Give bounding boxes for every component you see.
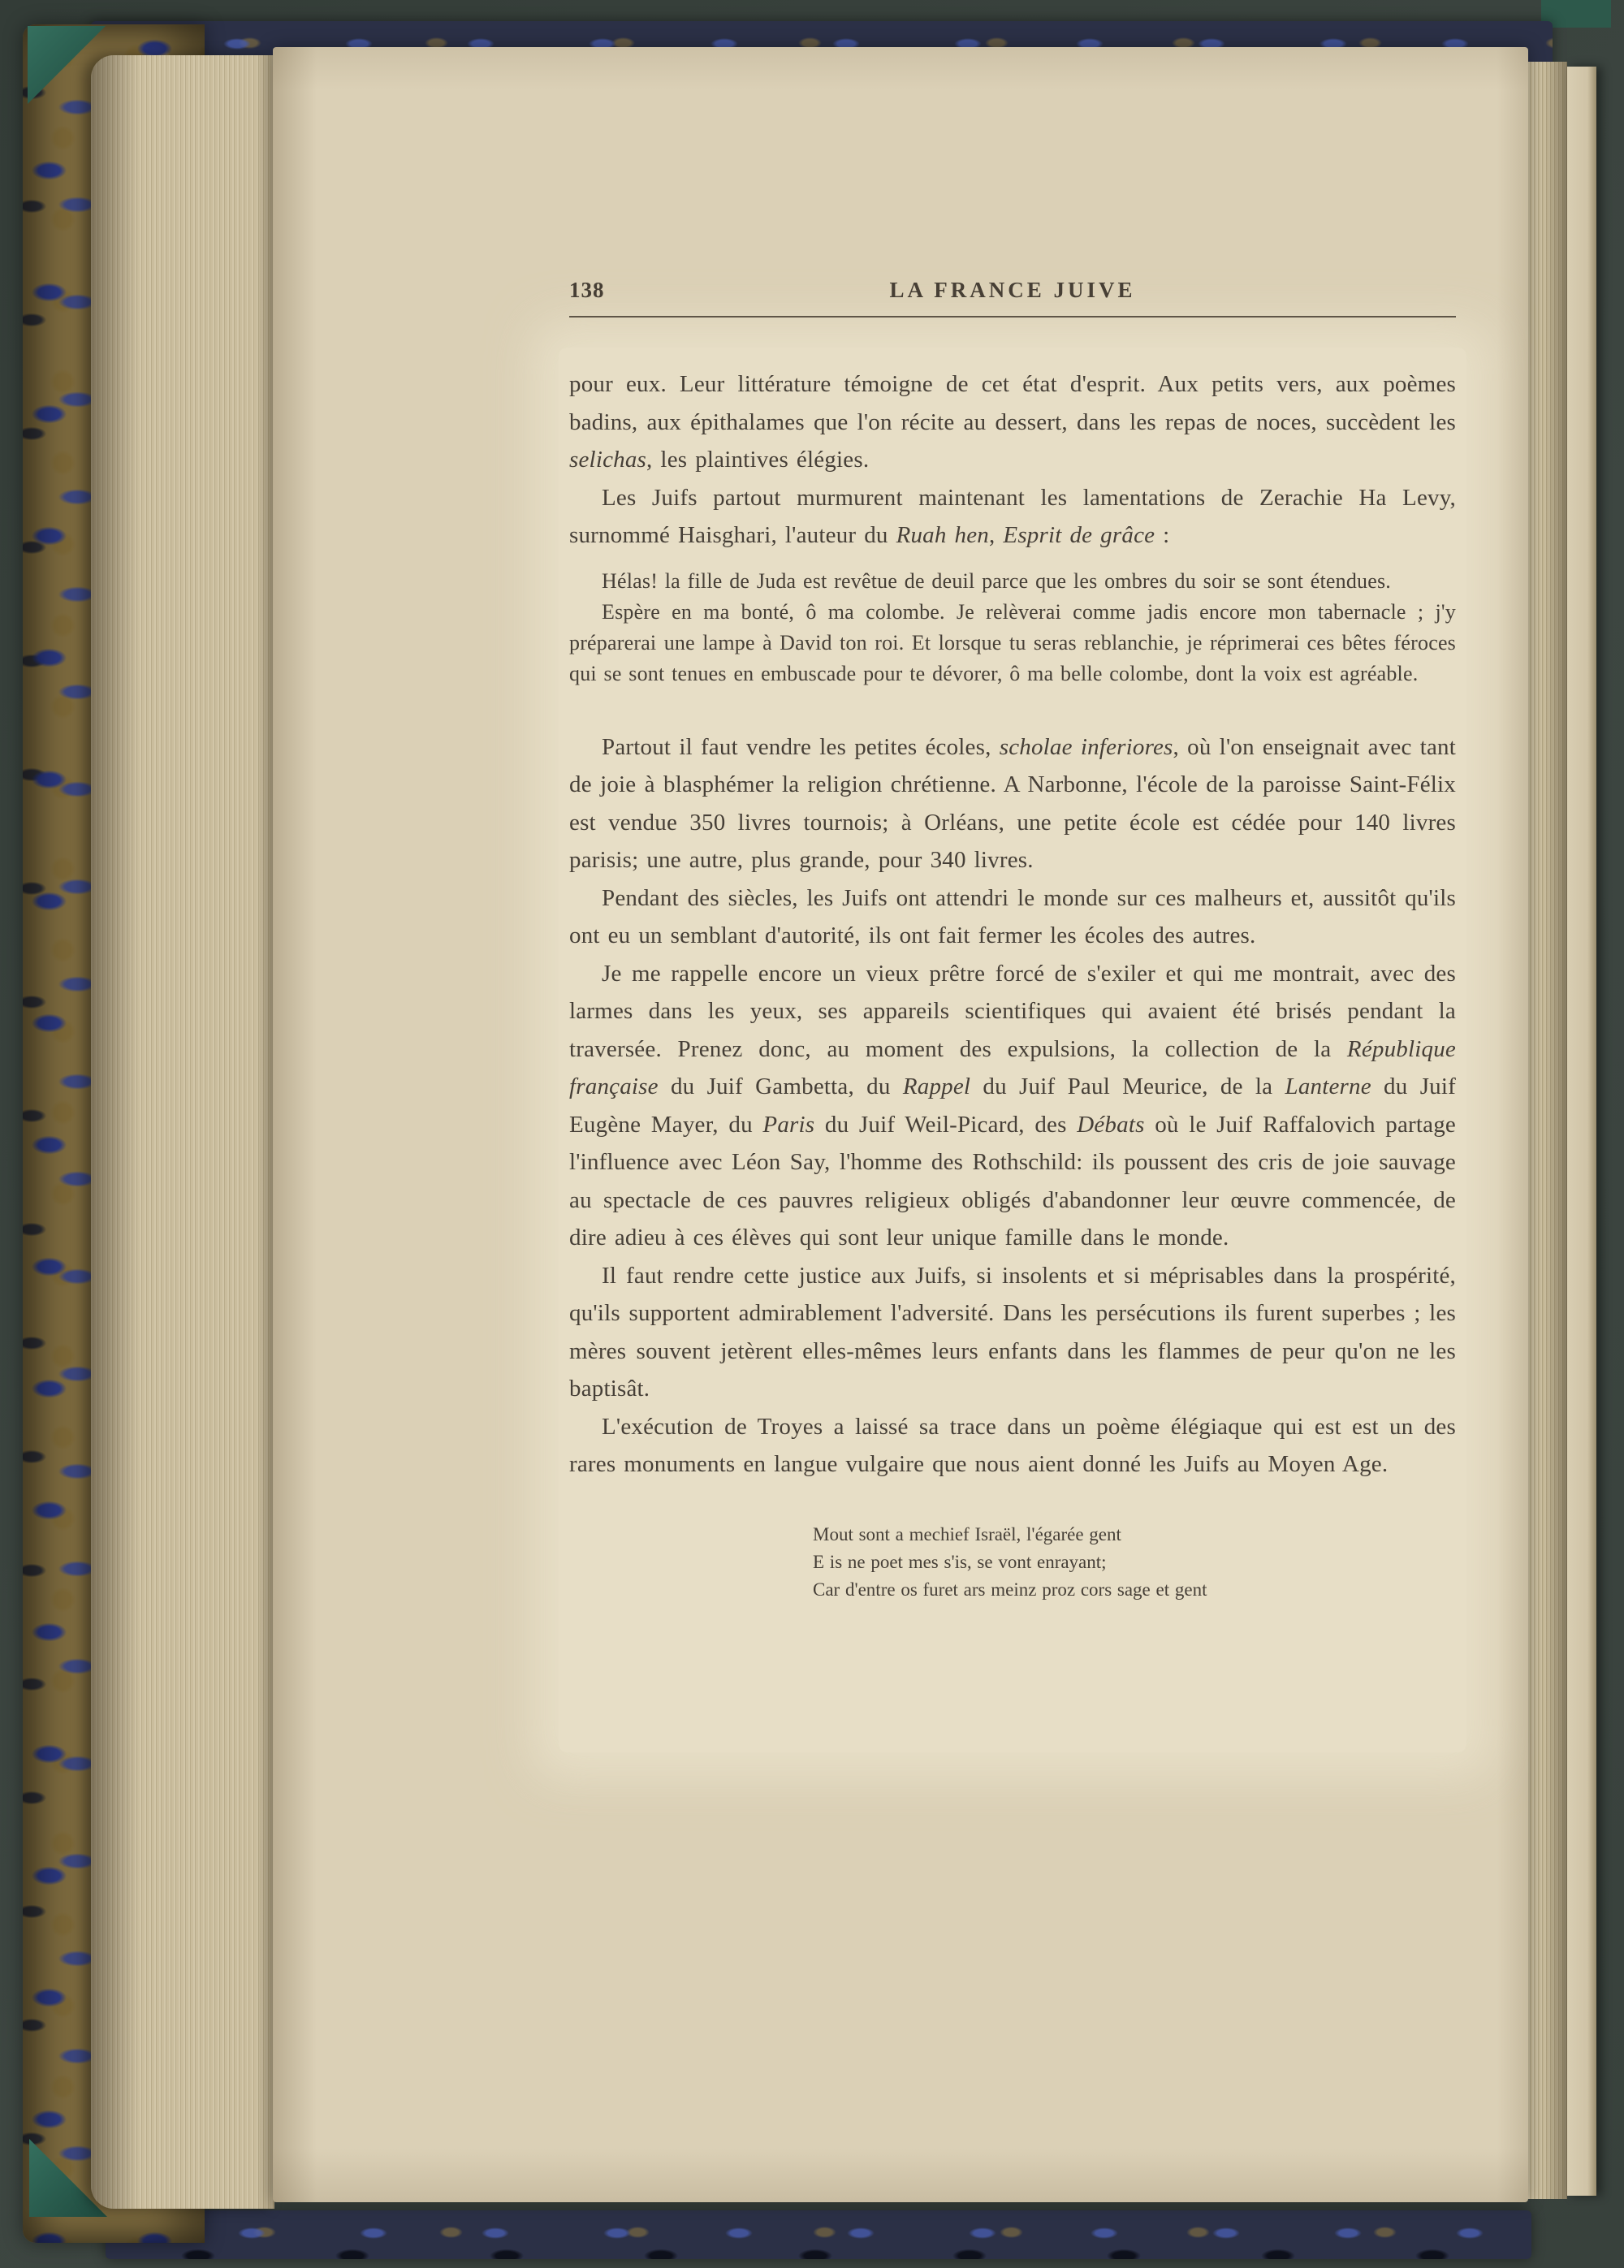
text-run: Il faut rendre cette justice aux Juifs, si insolents et si méprisables dans la prospérité, qu'ils supportent admirablement l'adversité. Dans les persécutions ils furent superbes ; les mères souvent jetèrent elles-mêmes leurs enfants dans les flammes de peur qu'on ne les baptisât. <box>569 1262 1456 1402</box>
text-run: du Juif Gambetta, du <box>658 1074 903 1099</box>
text-run: Hélas! la fille de Juda est revêtue de deuil parce que les ombres du soir se sont étendues. <box>602 568 1392 593</box>
text-run: , <box>989 522 1004 548</box>
text-run: Mout sont a mechief Israël, l'égarée gent <box>813 1523 1121 1544</box>
book-page <box>273 47 1528 2202</box>
page-number: 138 <box>569 278 605 302</box>
facing-page-edge <box>1567 67 1596 2196</box>
italic-text: Rappel <box>902 1074 971 1099</box>
italic-text: Lanterne <box>1285 1074 1371 1099</box>
text-run: Partout il faut vendre les petites écoles, <box>602 733 1000 760</box>
verse-line <box>813 1521 1456 1549</box>
paragraph <box>569 955 1456 1257</box>
text-run: L'exécution de Troyes a laissé sa trace dans un poème élégiaque qui est est un des rares monuments en langue vulgaire que nous aient donné les Juifs au Moyen Age. <box>569 1413 1456 1477</box>
text-run: Les Juifs partout murmurent maintenant les lamentations de Zerachie Ha Levy, surnommé Haisghari, l'auteur du <box>569 484 1456 548</box>
text-run: où le Juif Raffalovich partage l'influence avec Léon Say, l'homme des Rothschild: ils poussent des cris de joie sauvage au spectacle de ces pauvres religieux obligés d'abandonner leur œuvre commencée, de dire adieu à ces élèves qui sont leur unique famille dans le monde. <box>569 1111 1456 1251</box>
quote-paragraph <box>569 566 1456 597</box>
text-run: du Juif Eugène Mayer, du <box>569 1074 1456 1138</box>
italic-text: Ruah hen <box>896 522 989 548</box>
italic-text: Paris <box>762 1111 815 1138</box>
page-header <box>569 278 1456 318</box>
italic-text: selichas <box>569 447 647 473</box>
running-title: LA FRANCE JUIVE <box>889 278 1136 302</box>
italic-text: République française <box>569 1035 1456 1099</box>
text-run: Je me rappelle encore un vieux prêtre forcé de s'exiler et qui me montrait, avec des larmes dans les yeux, ses appareils scientifiques qui avaient été brisés pendant la traversée. Prenez donc, au moment des expulsions, la collection de la <box>569 960 1456 1062</box>
text-run: pour eux. Leur littérature témoigne de cet état d'esprit. Aux petits vers, aux poèmes badins, aux épithalames que l'on récite au dessert, dans les repas de noces, succèdent les <box>569 371 1456 435</box>
italic-text: Débats <box>1077 1111 1145 1138</box>
text-run: , où l'on enseignait avec tant de joie à blasphémer la religion chrétienne. A Narbonne, l'école de la paroisse Saint-Félix est vendue 350 livres tournois; à Orléans, une petite école est cédée pour 140 livres parisis; une autre, plus grande, pour 340 livres. <box>569 733 1456 873</box>
text-run: Car d'entre os furet ars meinz proz cors sage et gent <box>813 1579 1207 1600</box>
italic-text: scholae inferiores <box>999 733 1173 760</box>
quote-paragraph <box>569 597 1456 689</box>
paragraph <box>569 1408 1456 1484</box>
italic-text: Esprit de grâce <box>1003 522 1155 548</box>
text-run: du Juif Paul Meurice, de la <box>970 1074 1285 1099</box>
book-cover-bottom-edge <box>106 2210 1531 2259</box>
text-run: Espère en ma bonté, ô ma colombe. Je relèverai comme jadis encore mon tabernacle ; j'y préparerai une lampe à David ton roi. Et lorsque tu seras reblanchie, je réprimerai ces bêtes féroces qui se sont tenues en embuscade pour te dévorer, ô ma belle colombe, dont la voix est agréable. <box>569 599 1456 685</box>
paragraph <box>569 1257 1456 1408</box>
text-run: E is ne poet mes s'is, se vont enrayant; <box>813 1551 1107 1572</box>
page-text <box>569 365 1456 1604</box>
page-edges-left <box>91 55 274 2209</box>
paragraph <box>569 879 1456 955</box>
page-edges-right <box>1528 62 1567 2199</box>
paragraph <box>569 479 1456 555</box>
text-run: du Juif Weil-Picard, des <box>814 1111 1078 1138</box>
text-run: , les plaintives élégies. <box>646 447 870 473</box>
text-run: : <box>1155 522 1170 548</box>
paragraph <box>569 728 1456 879</box>
paragraph <box>569 365 1456 479</box>
verse-line <box>813 1576 1456 1604</box>
verse-line <box>813 1549 1456 1576</box>
text-run: Pendant des siècles, les Juifs ont attendri le monde sur ces malheurs et, aussitôt qu'ils ont eu un semblant d'autorité, ils ont fait fermer les écoles des autres. <box>569 884 1456 948</box>
